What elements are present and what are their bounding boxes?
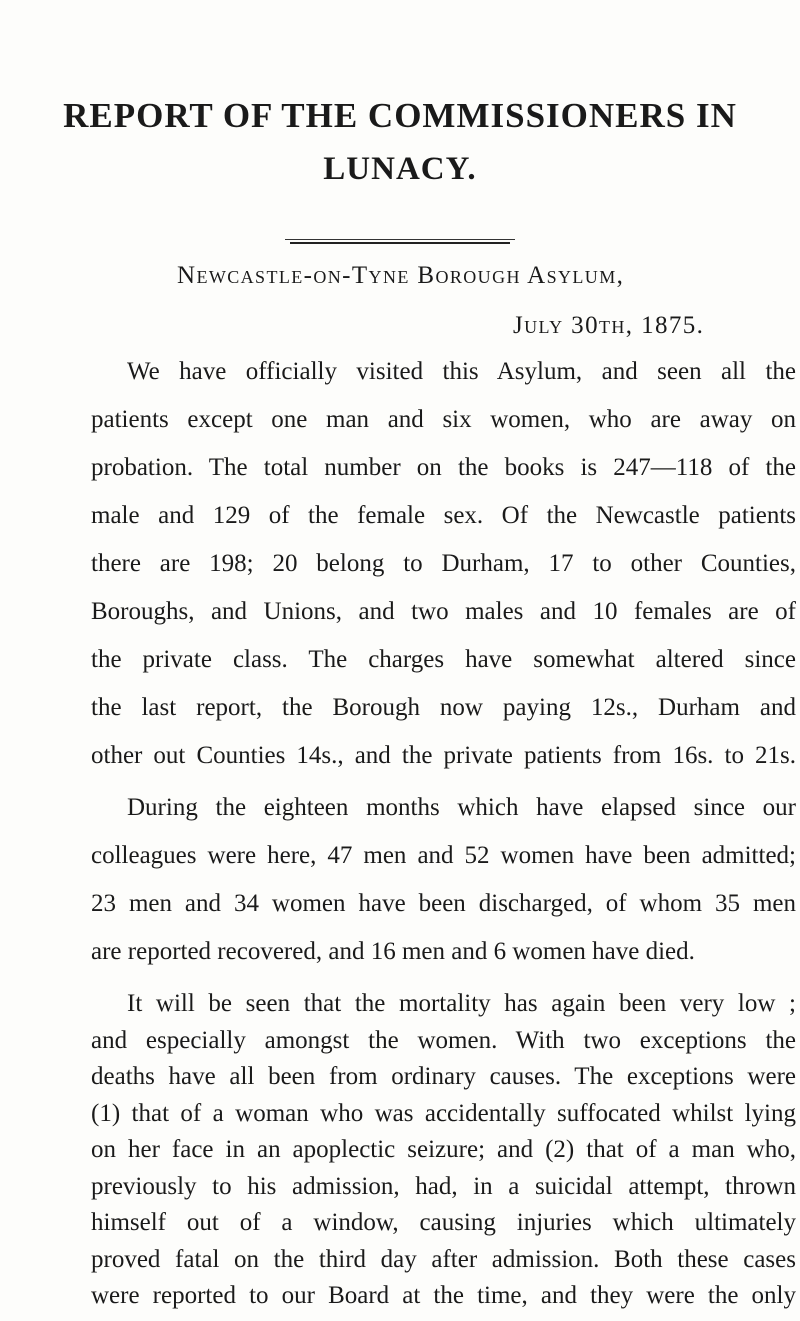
paragraph-3-line-5: on her face in an apoplectic seizure; and (2) that of a man who, (91, 1136, 796, 1163)
paragraph-1-line-8: the last report, the Borough now paying 12s., Durham and (91, 694, 796, 721)
report-subtitle: LUNACY. (323, 151, 477, 187)
paragraph-2-line-3: 23 men and 34 women have been discharged, of whom 35 men (91, 890, 796, 917)
paragraph-2-line-4: are reported recovered, and 16 men and 6 women have died. (91, 938, 695, 965)
paragraph-3-line-4: (1) that of a woman who was accidentally suffocated whilst lying (91, 1099, 796, 1127)
paragraph-3-line-2: and especially amongst the women. With two exceptions the (91, 1026, 796, 1054)
paragraph-3-line-1: It will be seen that the mortality has again been very low ; (127, 990, 796, 1017)
paragraph-1-line-7: the private class. The charges have somewhat altered since (91, 646, 796, 673)
paragraph-3-line-7: himself out of a window, causing injuries which ultimately (91, 1209, 796, 1236)
paragraph-3-line-6: previously to his admission, had, in a suicidal attempt, thrown (91, 1172, 796, 1200)
paragraph-3-line-3: deaths have all been from ordinary causes. The exceptions were (91, 1063, 796, 1090)
divider-rule-thick (290, 242, 510, 244)
paragraph-1-line-3: probation. The total number on the books is 247—118 of the (91, 454, 796, 481)
paragraph-3-line-8: proved fatal on the third day after admission. Both these cases (91, 1245, 796, 1273)
report-date: July 30th, 1875. (513, 312, 705, 339)
asylum-name: Newcastle-on-Tyne Borough Asylum, (177, 262, 625, 289)
paragraph-1-line-2: patients except one man and six women, who are away on (91, 406, 796, 433)
paragraph-1-line-9: other out Counties 14s., and the private patients from 16s. to 21s. (91, 742, 796, 769)
paragraph-3-line-9: were reported to our Board at the time, and they were the only (91, 1282, 796, 1309)
paragraph-1-line-6: Boroughs, and Unions, and two males and 10 females are of (91, 598, 796, 625)
paragraph-1-line-5: there are 198; 20 belong to Durham, 17 to other Counties, (91, 550, 796, 577)
divider-rule-thin (285, 239, 515, 240)
paragraph-1-line-1: We have officially visited this Asylum, and seen all the (127, 358, 796, 385)
paragraph-2-line-2: colleagues were here, 47 men and 52 women have been admitted; (91, 842, 796, 869)
report-title: REPORT OF THE COMMISSIONERS IN (63, 96, 737, 135)
paragraph-2-line-1: During the eighteen months which have elapsed since our (127, 794, 796, 821)
paragraph-1-line-4: male and 129 of the female sex. Of the Newcastle patients (91, 502, 796, 529)
